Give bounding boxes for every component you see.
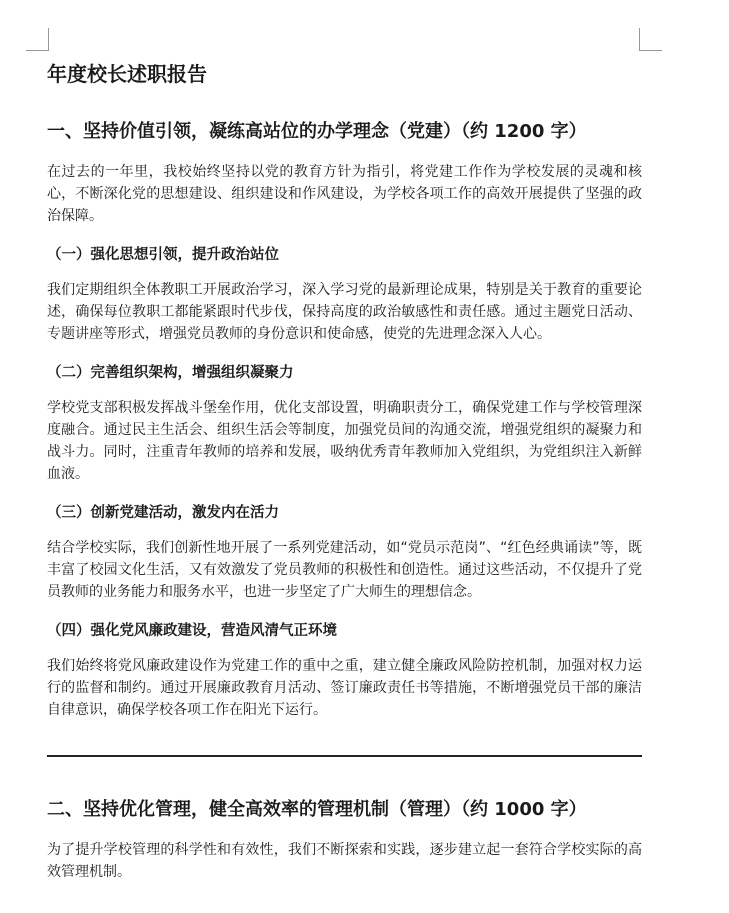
subsection-1-4-text: 我们始终将党风廉政建设作为党建工作的重中之重，建立健全廉政风险防控机制，加强对权力运行的监督和制约。通过开展廉政教育月活动、签订廉政责任书等措施，不断增强党员干部的廉洁自律意识，确保学校各项工作在阳光下运行。	[47, 658, 642, 718]
subsection-1-3-heading: （三）创新党建活动，激发内在活力	[47, 505, 279, 521]
document-page[interactable]	[47, 60, 642, 883]
page-corner-mark-top-right	[639, 28, 662, 51]
section-1-heading: 一、坚持价值引领，凝练高站位的办学理念（党建）（约 1200 字）	[47, 121, 587, 142]
section-divider	[47, 755, 642, 757]
subsection-1-4-heading: （四）强化党风廉政建设，营造风清气正环境	[47, 623, 337, 639]
document-title: 年度校长述职报告	[47, 62, 207, 86]
subsection-1-2-heading: （二）完善组织架构，增强组织凝聚力	[47, 365, 294, 381]
section-1-intro: 在过去的一年里，我校始终坚持以党的教育方针为指引，将党建工作作为学校发展的灵魂和核心，不断深化党的思想建设、组织建设和作风建设，为学校各项工作的高效开展提供了坚强的政治保障。	[47, 164, 642, 224]
subsection-1-2-text: 学校党支部积极发挥战斗堡垒作用，优化支部设置，明确职责分工，确保党建工作与学校管理深度融合。通过民主生活会、组织生活会等制度，加强党员间的沟通交流，增强党组织的凝聚力和战斗力。同时，注重青年教师的培养和发展，吸纳优秀青年教师加入党组织，为党组织注入新鲜血液。	[47, 400, 642, 482]
section-2-heading: 二、坚持优化管理，健全高效率的管理机制（管理）（约 1000 字）	[47, 799, 587, 820]
section-2-intro: 为了提升学校管理的科学性和有效性，我们不断探索和实践，逐步建立起一套符合学校实际的高效管理机制。	[47, 842, 642, 880]
subsection-1-3-text: 结合学校实际，我们创新性地开展了一系列党建活动，如“党员示范岗”、“红色经典诵读”等，既丰富了校园文化生活，又有效激发了党员教师的积极性和创造性。通过这些活动，不仅提升了党员教师的业务能力和服务水平，也进一步坚定了广大师生的理想信念。	[47, 540, 642, 600]
subsection-1-1-heading: （一）强化思想引领，提升政治站位	[47, 247, 279, 263]
page-corner-mark-top-left	[26, 28, 49, 51]
subsection-1-1-text: 我们定期组织全体教职工开展政治学习，深入学习党的最新理论成果，特别是关于教育的重要论述，确保每位教职工都能紧跟时代步伐，保持高度的政治敏感性和责任感。通过主题党日活动、专题讲座等形式，增强党员教师的身份意识和使命感，使党的先进理念深入人心。	[47, 282, 642, 342]
